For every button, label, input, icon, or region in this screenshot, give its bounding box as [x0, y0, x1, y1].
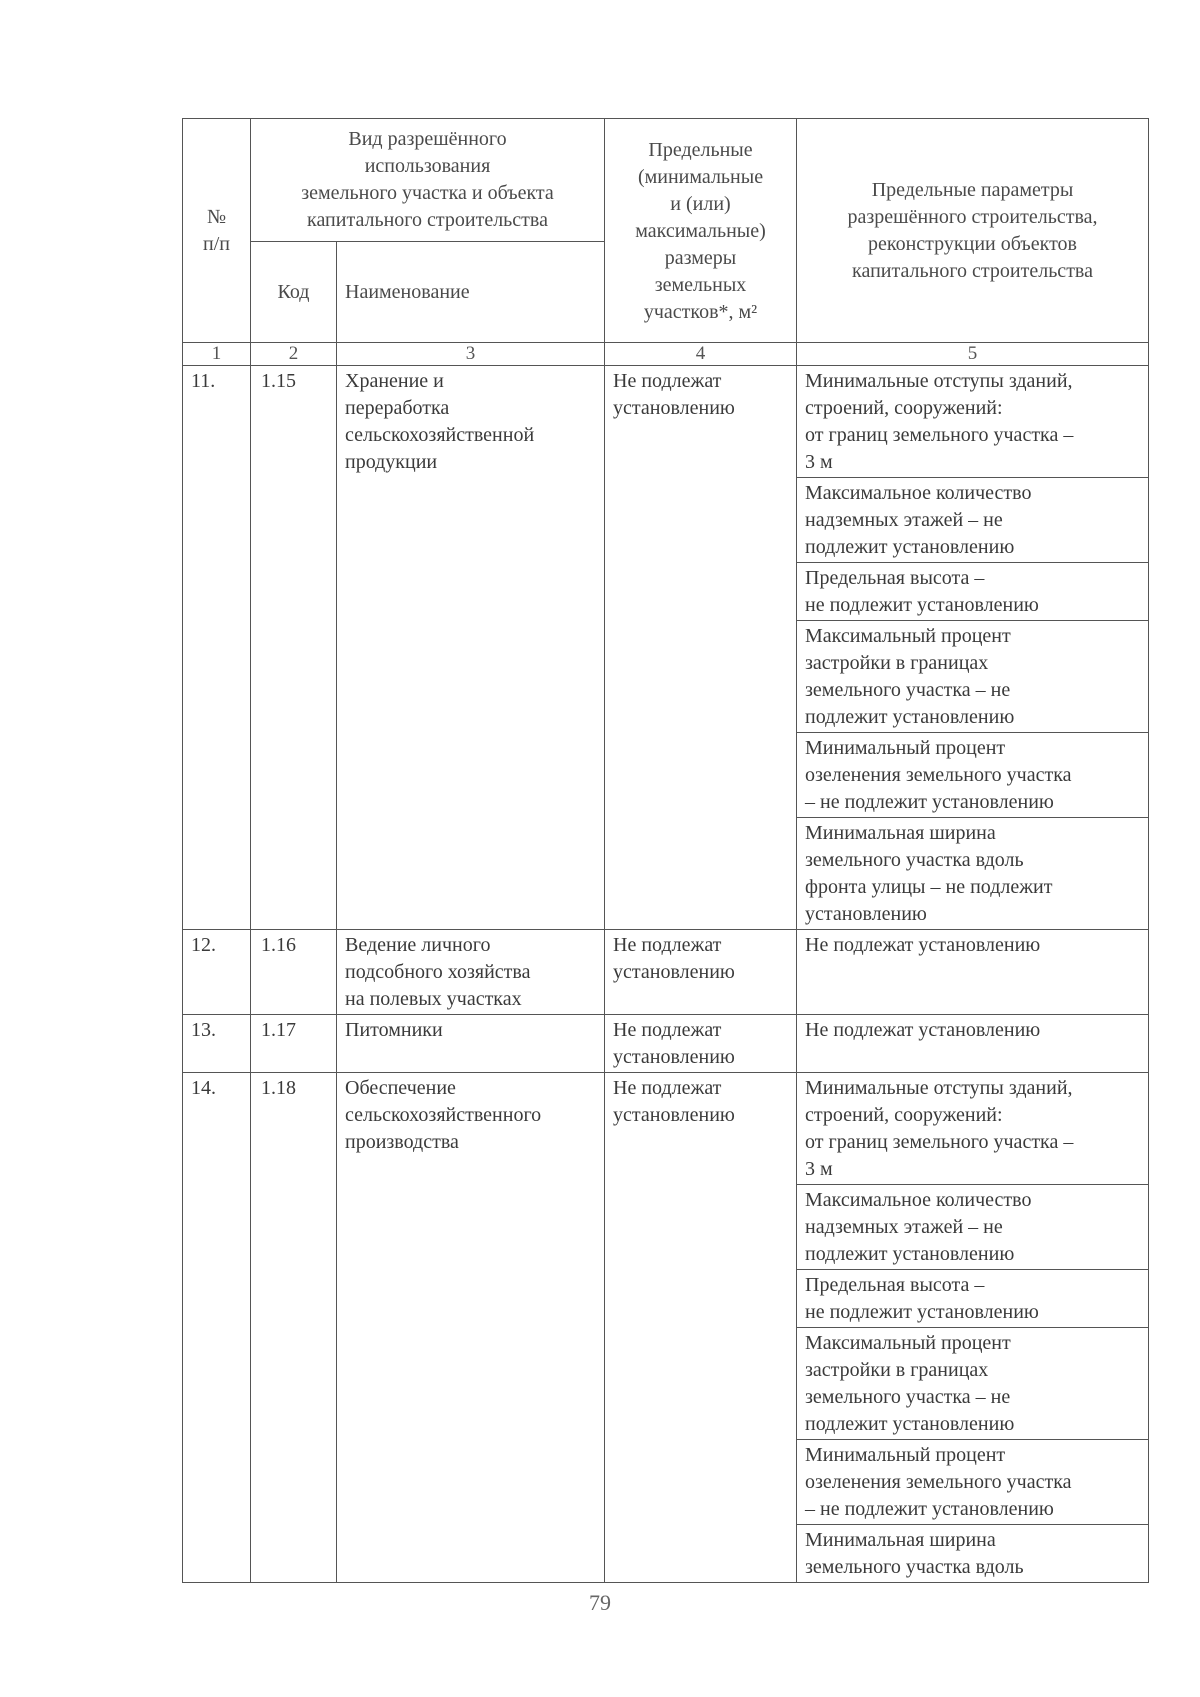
header-params: Предельные параметры разрешённого строительства, реконструкции объектов капитального строительства: [797, 119, 1149, 343]
param-item: Минимальные отступы зданий, строений, сооружений: от границ земельного участка – 3 м: [797, 366, 1148, 478]
param-item: Максимальное количество надземных этажей – не подлежит установлению: [797, 478, 1148, 563]
row-params: [797, 930, 1149, 1015]
row-params: [797, 1015, 1149, 1073]
row-size: Не подлежат установлению: [605, 930, 797, 1015]
header-naim: Наименование: [337, 241, 605, 342]
row-size: Не подлежат установлению: [605, 1015, 797, 1073]
param-item: Максимальный процент застройки в границах земельного участка – не подлежит установлению: [797, 621, 1148, 733]
param-item: Предельная высота – не подлежит установлению: [797, 563, 1148, 621]
row-number: 13.: [183, 1015, 251, 1073]
param-item: Не подлежат установлению: [805, 934, 1041, 956]
row-size: Не подлежат установлению: [605, 1073, 797, 1583]
table-row: [183, 366, 1149, 930]
row-code: 1.17: [251, 1015, 337, 1073]
row-number: 12.: [183, 930, 251, 1015]
regulations-table: [182, 118, 1149, 1583]
table-row: [183, 1073, 1149, 1583]
param-item: Максимальное количество надземных этажей – не подлежит установлению: [797, 1185, 1148, 1270]
column-number-3: 3: [337, 343, 605, 366]
table-row: [183, 930, 1149, 1015]
row-code: 1.15: [251, 366, 337, 930]
row-number: 11.: [183, 366, 251, 930]
page-number: 79: [589, 1590, 611, 1615]
row-params: [797, 1073, 1149, 1583]
row-code: 1.18: [251, 1073, 337, 1583]
row-number: 14.: [183, 1073, 251, 1583]
column-number-5: 5: [797, 343, 1149, 366]
row-code: 1.16: [251, 930, 337, 1015]
header-row-1: [183, 119, 1149, 242]
column-number-1: 1: [183, 343, 251, 366]
header-kod: Код: [251, 241, 337, 342]
param-item: Минимальная ширина земельного участка вдоль: [805, 1529, 1024, 1578]
param-item: Минимальный процент озеленения земельного участка – не подлежит установлению: [797, 733, 1148, 818]
param-item: Не подлежат установлению: [805, 1019, 1041, 1041]
row-name: Хранение и переработка сельскохозяйственной продукции: [337, 366, 605, 930]
param-item: Предельная высота – не подлежит установлению: [797, 1270, 1148, 1328]
param-item: Минимальные отступы зданий, строений, сооружений: от границ земельного участка – 3 м: [797, 1073, 1148, 1185]
row-name: Ведение личного подсобного хозяйства на полевых участках: [337, 930, 605, 1015]
param-item: Минимальная ширина земельного участка вдоль фронта улицы – не подлежит установлению: [805, 822, 1053, 925]
header-vid-group: Вид разрешённого использования земельного участка и объекта капитального строительства: [251, 119, 605, 242]
header-razmery: Предельные (минимальные и (или) максимальные) размеры земельных участков*, м²: [605, 119, 797, 343]
column-number-2: 2: [251, 343, 337, 366]
row-name: Питомники: [337, 1015, 605, 1073]
column-number-row: [183, 343, 1149, 366]
header-num: № п/п: [183, 119, 251, 343]
table-row: [183, 1015, 1149, 1073]
param-item: Минимальный процент озеленения земельного участка – не подлежит установлению: [797, 1440, 1148, 1525]
row-name: Обеспечение сельскохозяйственного производства: [337, 1073, 605, 1583]
param-item: Максимальный процент застройки в границах земельного участка – не подлежит установлению: [797, 1328, 1148, 1440]
column-number-4: 4: [605, 343, 797, 366]
row-params: [797, 366, 1149, 930]
row-size: Не подлежат установлению: [605, 366, 797, 930]
